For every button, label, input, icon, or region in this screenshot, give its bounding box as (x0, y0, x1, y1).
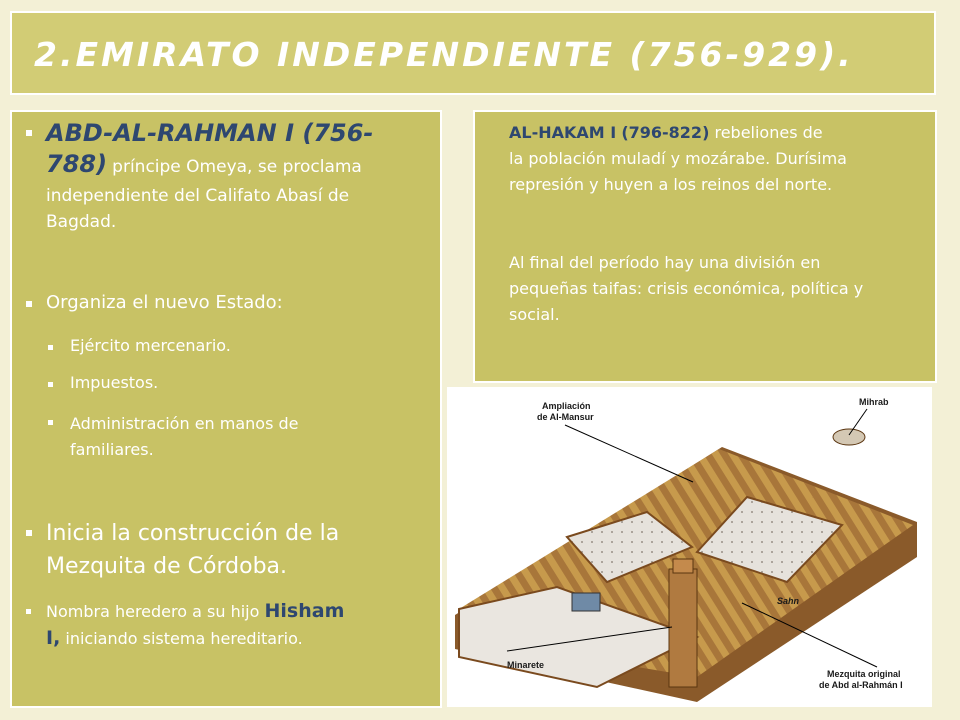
right-text-panel (473, 110, 937, 383)
ruler-name: ABD-AL-RAHMAN I (756- (46, 119, 374, 147)
paragraph-taifas (509, 250, 934, 328)
sub-item-administracion (70, 411, 299, 463)
paragraph-al-hakam (509, 120, 934, 198)
list-item-text: independiente del Califato Abasí de (46, 186, 350, 206)
minaret-top (673, 559, 693, 573)
bullet-icon (26, 609, 31, 614)
bullet-icon (26, 130, 32, 136)
list-item-text: Nombra heredero a su hijo (46, 602, 260, 621)
list-item-text: Inicia la construcción de la (46, 521, 340, 546)
bullet-icon (48, 420, 53, 425)
bullet-icon (26, 301, 32, 307)
heir-name: Hisham (264, 600, 345, 622)
label-minarete: Minarete (507, 660, 545, 670)
sub-item-impuestos: Impuestos. (70, 373, 159, 392)
minaret (669, 569, 697, 687)
list-item-heredero (46, 598, 441, 652)
list-item-text: . (280, 554, 288, 579)
paragraph-text: Al final del período hay una división en (509, 253, 821, 272)
sub-item-text: Administración en manos de (70, 414, 299, 433)
ruler-dates: (796-822) (621, 123, 710, 142)
mosque-illustration (447, 387, 932, 707)
paragraph-text: pequeñas taifas: crisis económica, política y (509, 279, 864, 298)
list-item-text: príncipe Omeya, se proclama (112, 157, 362, 177)
slide-title: 2.EMIRATO INDEPENDIENTE (756-929). (34, 35, 854, 74)
list-item-abd-al-rahman (46, 118, 436, 235)
sub-item-ejercito: Ejército mercenario. (70, 336, 231, 355)
label-sahn: Sahn (777, 596, 800, 606)
bullet-icon (48, 382, 53, 387)
label-ampliacion: Ampliación (542, 401, 591, 411)
bullet-icon (26, 530, 32, 536)
title-bar (10, 11, 936, 95)
left-text-panel (10, 110, 442, 708)
mihrab-dome (833, 429, 865, 445)
ruler-name: AL-HAKAM I (509, 123, 617, 142)
paragraph-text: social. (509, 305, 560, 324)
list-item-organiza: Organiza el nuevo Estado: (46, 292, 283, 313)
paragraph-text: rebeliones de (714, 123, 823, 142)
label-ampliacion: de Al-Mansur (537, 412, 594, 422)
sub-item-text: familiares. (70, 440, 154, 459)
mosque-drawing (447, 387, 932, 707)
ruler-dates: 788) (46, 150, 108, 178)
label-mezquita-original: Mezquita original (827, 669, 901, 679)
list-item-mezquita (46, 517, 339, 583)
paragraph-text: represión y huyen a los reinos del norte. (509, 175, 833, 194)
bullet-icon (48, 345, 53, 350)
label-mihrab: Mihrab (859, 397, 889, 407)
fountain-pool (572, 593, 600, 611)
list-item-text: Mezquita de Córdoba (46, 554, 281, 579)
heir-name: I, (46, 627, 61, 649)
label-mezquita-original: de Abd al-Rahmán I (819, 680, 903, 690)
list-item-text: iniciando sistema hereditario. (65, 629, 303, 648)
list-item-text: Bagdad. (46, 212, 117, 232)
paragraph-text: la población muladí y mozárabe. Durísima (509, 149, 847, 168)
